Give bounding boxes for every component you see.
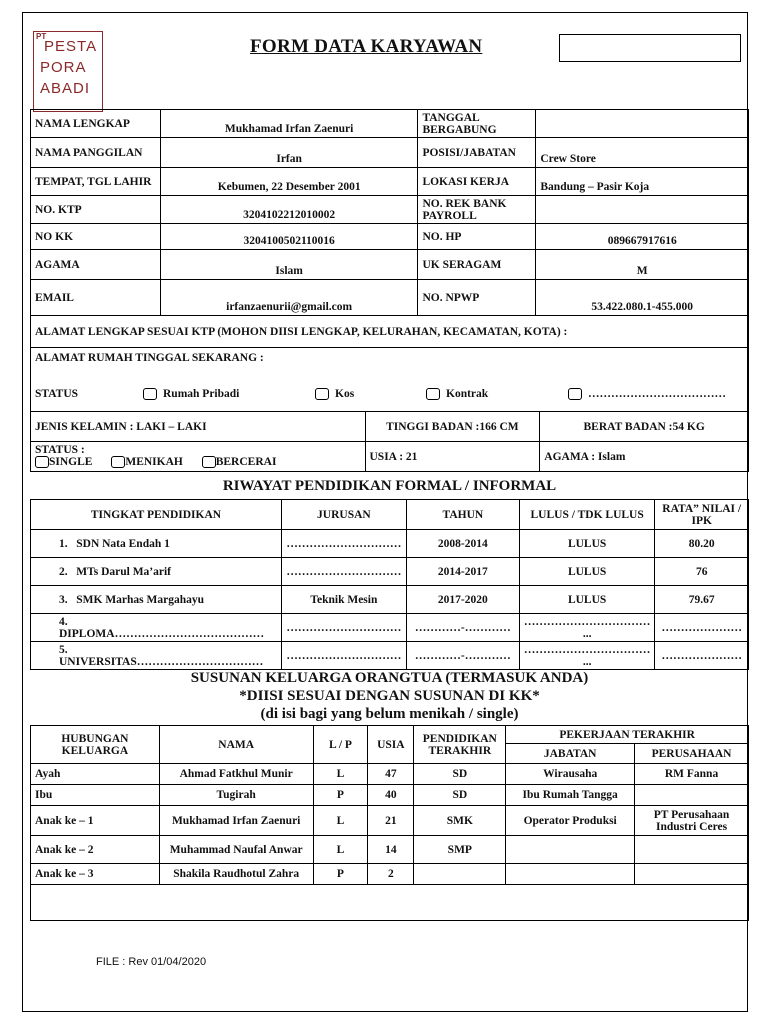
edu-pass[interactable]: LULUS: [519, 530, 655, 558]
edu-level[interactable]: 4. DIPLOMA…………………………………: [31, 614, 282, 642]
family-table: [30, 725, 749, 921]
fam-header-relation: HUBUNGAN KELUARGA: [31, 726, 160, 764]
weight-field: BERAT BADAN :54 KG: [540, 412, 749, 442]
fam-header-company: PERUSAHAAN: [635, 744, 749, 764]
fam-education[interactable]: SMK: [414, 806, 506, 836]
fam-relation: Anak ke – 3: [31, 864, 160, 885]
personal-row: [31, 280, 749, 316]
fam-sex[interactable]: P: [313, 785, 368, 806]
edu-header: LULUS / TDK LULUS: [519, 500, 655, 530]
field-label: NAMA LENGKAP: [31, 110, 161, 138]
marital-option-menikah[interactable]: MENIKAH: [111, 456, 183, 468]
edu-score[interactable]: 80.20: [655, 530, 749, 558]
edu-pass[interactable]: LULUS: [519, 558, 655, 586]
edu-major[interactable]: …………………………: [281, 642, 406, 670]
form-number-box[interactable]: [559, 34, 741, 62]
edu-year[interactable]: …………-…………: [406, 642, 519, 670]
family-section-title: SUSUNAN KELUARGA ORANGTUA (TERMASUK ANDA) *DIISI SESUAI DENGAN SUSUNAN DI KK* (di isi bagi yang belum menikah / single): [190, 670, 589, 722]
family-row: [31, 764, 749, 785]
fam-relation: Ayah: [31, 764, 160, 785]
edu-year[interactable]: 2014-2017: [406, 558, 519, 586]
checkbox-icon: [426, 388, 440, 400]
fam-name[interactable]: Muhammad Naufal Anwar: [159, 836, 313, 864]
fam-position[interactable]: Operator Produksi: [506, 806, 635, 836]
checkbox-icon: [143, 388, 157, 400]
fam-header-education: PENDIDIKAN TERAKHIR: [414, 726, 506, 764]
fam-company[interactable]: PT Perusahaan Industri Ceres: [635, 806, 749, 836]
field-value[interactable]: Crew Store: [536, 138, 749, 168]
fam-education[interactable]: SD: [414, 785, 506, 806]
field-label: NO. NPWP: [418, 280, 536, 316]
edu-year[interactable]: 2008-2014: [406, 530, 519, 558]
edu-level[interactable]: 2. MTs Darul Ma’arif: [31, 558, 282, 586]
checkbox-icon: [111, 456, 125, 468]
field-value[interactable]: Mukhamad Irfan Zaenuri: [160, 110, 418, 138]
education-header-row: [31, 500, 749, 530]
edu-major[interactable]: Teknik Mesin: [281, 586, 406, 614]
edu-header: TAHUN: [406, 500, 519, 530]
housing-option-rumah[interactable]: Rumah Pribadi: [143, 388, 315, 400]
fam-header-position: JABATAN: [506, 744, 635, 764]
age-field: USIA : 21: [365, 442, 540, 472]
field-value[interactable]: Irfan: [160, 138, 418, 168]
fam-relation: Ibu: [31, 785, 160, 806]
family-row: [31, 785, 749, 806]
personal-row: [31, 224, 749, 250]
fam-education[interactable]: SD: [414, 764, 506, 785]
edu-level[interactable]: 5. UNIVERSITAS……………………………: [31, 642, 282, 670]
family-blank-row[interactable]: [31, 885, 749, 921]
fam-name[interactable]: Ahmad Fatkhul Munir: [159, 764, 313, 785]
field-label: LOKASI KERJA: [418, 168, 536, 196]
checkbox-icon: [568, 388, 582, 400]
fam-header-sex: L / P: [313, 726, 368, 764]
field-value[interactable]: Kebumen, 22 Desember 2001: [160, 168, 418, 196]
housing-status-label: STATUS: [35, 388, 79, 401]
fam-company[interactable]: RM Fanna: [635, 764, 749, 785]
education-row: [31, 614, 749, 642]
checkbox-icon: [315, 388, 329, 400]
address-table: [30, 315, 749, 472]
education-row: [31, 642, 749, 670]
fam-header-job: PEKERJAAN TERAKHIR: [506, 726, 749, 744]
field-value[interactable]: M: [536, 250, 749, 280]
fam-position[interactable]: Wirausaha: [506, 764, 635, 785]
marital-option-bercerai[interactable]: BERCERAI: [202, 456, 277, 468]
fam-company[interactable]: [635, 785, 749, 806]
edu-level[interactable]: 1. SDN Nata Endah 1: [31, 530, 282, 558]
edu-pass[interactable]: …………………………… ...: [519, 614, 655, 642]
fam-age[interactable]: 40: [368, 785, 414, 806]
edu-major[interactable]: …………………………: [281, 530, 406, 558]
marital-option-single[interactable]: SINGLE: [35, 456, 92, 468]
field-value[interactable]: 089667917616: [536, 224, 749, 250]
fam-education[interactable]: SMP: [414, 836, 506, 864]
height-field: TINGGI BADAN :166 CM: [365, 412, 540, 442]
edu-score[interactable]: 76: [655, 558, 749, 586]
fam-age[interactable]: 14: [368, 836, 414, 864]
page-border: [22, 12, 748, 1012]
edu-score[interactable]: …………………: [655, 614, 749, 642]
field-label: AGAMA: [31, 250, 161, 280]
field-value[interactable]: Bandung – Pasir Koja: [536, 168, 749, 196]
field-label: NO KK: [31, 224, 161, 250]
gender-field: JENIS KELAMIN : LAKI – LAKI: [31, 412, 366, 442]
fam-sex[interactable]: L: [313, 764, 368, 785]
fam-position[interactable]: Ibu Rumah Tangga: [506, 785, 635, 806]
marital-label: STATUS :: [35, 444, 85, 456]
field-value[interactable]: 3204102212010002: [160, 196, 418, 224]
edu-major[interactable]: …………………………: [281, 614, 406, 642]
edu-score[interactable]: 79.67: [655, 586, 749, 614]
fam-relation: Anak ke – 2: [31, 836, 160, 864]
field-value[interactable]: 53.422.080.1-455.000: [536, 280, 749, 316]
fam-header-age: USIA: [368, 726, 414, 764]
address-ktp-label: ALAMAT LENGKAP SESUAI KTP (MOHON DIISI LENGKAP, KELURAHAN, KECAMATAN, KOTA) :: [31, 316, 749, 348]
field-label: EMAIL: [31, 280, 161, 316]
field-label: TEMPAT, TGL LAHIR: [31, 168, 161, 196]
fam-sex[interactable]: L: [313, 836, 368, 864]
fam-age[interactable]: 2: [368, 864, 414, 885]
edu-pass[interactable]: LULUS: [519, 586, 655, 614]
field-label: NAMA PANGGILAN: [31, 138, 161, 168]
religion-field: AGAMA : Islam: [540, 442, 749, 472]
personal-row: [31, 250, 749, 280]
edu-header: RATA” NILAI / IPK: [655, 500, 749, 530]
family-row: [31, 864, 749, 885]
fam-position[interactable]: [506, 836, 635, 864]
fam-age[interactable]: 47: [368, 764, 414, 785]
personal-row: [31, 168, 749, 196]
field-label: NO. KTP: [31, 196, 161, 224]
fam-education[interactable]: [414, 864, 506, 885]
fam-company[interactable]: [635, 836, 749, 864]
personal-row: [31, 110, 749, 138]
field-value[interactable]: Islam: [160, 250, 418, 280]
edu-score[interactable]: …………………: [655, 642, 749, 670]
fam-sex[interactable]: P: [313, 864, 368, 885]
checkbox-icon: [35, 456, 49, 468]
edu-pass[interactable]: …………………………… ...: [519, 642, 655, 670]
housing-option-kontrak[interactable]: Kontrak: [426, 388, 568, 400]
address-now-label: ALAMAT RUMAH TINGGAL SEKARANG :: [35, 352, 264, 364]
fam-company[interactable]: [635, 864, 749, 885]
checkbox-icon: [202, 456, 216, 468]
fam-name[interactable]: Shakila Raudhotul Zahra: [159, 864, 313, 885]
fam-sex[interactable]: L: [313, 806, 368, 836]
edu-year[interactable]: …………-…………: [406, 614, 519, 642]
family-row: [31, 806, 749, 836]
fam-header-name: NAMA: [159, 726, 313, 764]
education-section-title: RIWAYAT PENDIDIKAN FORMAL / INFORMAL: [222, 478, 557, 494]
field-value[interactable]: irfanzaenurii@gmail.com: [160, 280, 418, 316]
education-row: [31, 586, 749, 614]
personal-row: [31, 196, 749, 224]
education-row: [31, 530, 749, 558]
education-table: [30, 499, 749, 670]
housing-option-other[interactable]: ………………………………: [568, 388, 726, 400]
field-value[interactable]: [536, 110, 749, 138]
fam-relation: Anak ke – 1: [31, 806, 160, 836]
field-value[interactable]: [536, 196, 749, 224]
field-label: NO. HP: [418, 224, 536, 250]
edu-level[interactable]: 3. SMK Marhas Margahayu: [31, 586, 282, 614]
fam-name[interactable]: Mukhamad Irfan Zaenuri: [159, 806, 313, 836]
education-row: [31, 558, 749, 586]
fam-name[interactable]: Tugirah: [159, 785, 313, 806]
fam-age[interactable]: 21: [368, 806, 414, 836]
field-label: POSISI/JABATAN: [418, 138, 536, 168]
field-label: TANGGAL BERGABUNG: [418, 110, 536, 138]
edu-header: JURUSAN: [281, 500, 406, 530]
housing-option-kos[interactable]: Kos: [315, 388, 426, 400]
field-value[interactable]: 3204100502110016: [160, 224, 418, 250]
edu-year[interactable]: 2017-2020: [406, 586, 519, 614]
field-label: UK SERAGAM: [418, 250, 536, 280]
footer-revision: FILE : Rev 01/04/2020: [96, 956, 207, 968]
form-title: FORM DATA KARYAWAN: [250, 36, 483, 57]
fam-position[interactable]: [506, 864, 635, 885]
edu-header: TINGKAT PENDIDIKAN: [31, 500, 282, 530]
edu-major[interactable]: …………………………: [281, 558, 406, 586]
family-row: [31, 836, 749, 864]
personal-data-table: [30, 109, 749, 316]
field-label: NO. REK BANK PAYROLL: [418, 196, 536, 224]
personal-row: [31, 138, 749, 168]
company-logo: PT PESTA PORA ABADI: [33, 31, 103, 112]
